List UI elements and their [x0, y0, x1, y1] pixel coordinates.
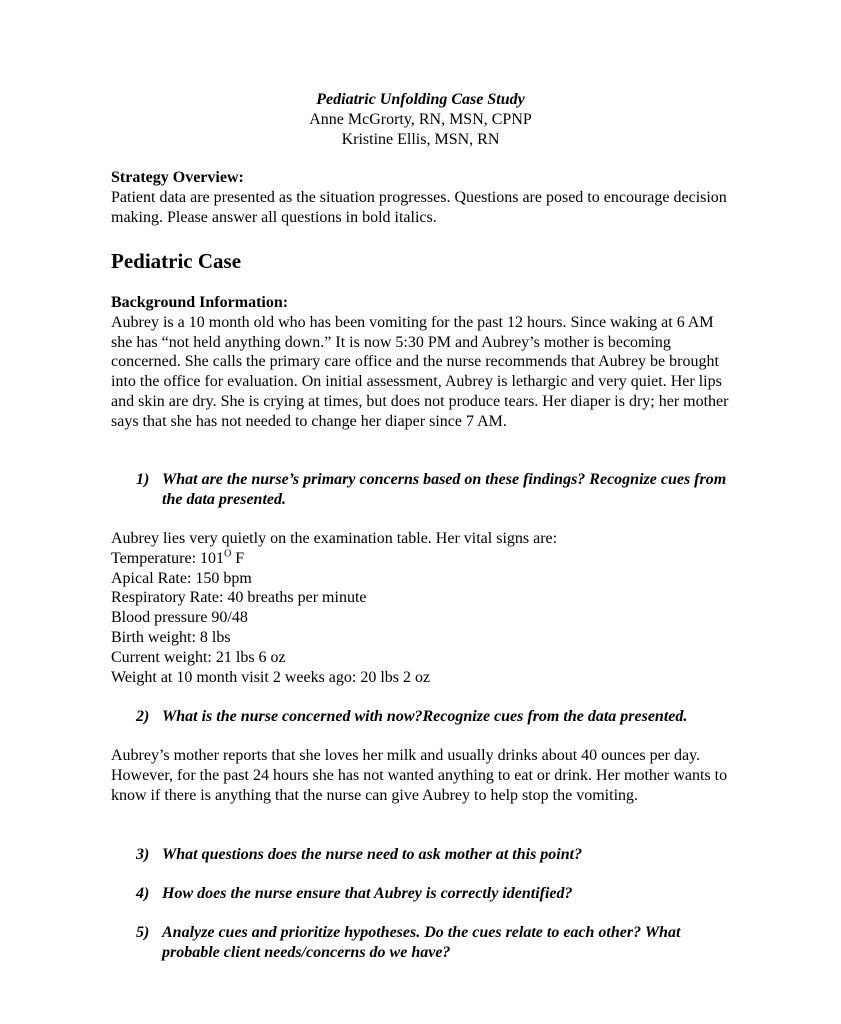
question-1	[136, 470, 736, 510]
question-5-text: Analyze cues and prioritize hypotheses. Do the cues relate to each other? What probable client needs/concerns do we have?	[162, 924, 681, 961]
vital-respiratory-rate: Respiratory Rate: 40 breaths per minute	[111, 589, 367, 607]
vital-blood-pressure: Blood pressure 90/48	[111, 609, 248, 627]
author-line-1: Anne McGrorty, RN, MSN, CPNP	[309, 110, 532, 128]
question-4-text: How does the nurse ensure that Aubrey is correctly identified?	[162, 885, 573, 902]
vital-birth-weight: Birth weight: 8 lbs	[111, 628, 231, 646]
vital-temperature	[111, 549, 731, 569]
question-1-text: What are the nurse’s primary concerns based on these findings? Recognize cues from the data presented.	[162, 471, 727, 508]
strategy-text: Patient data are presented as the situation progresses. Questions are posed to encourage decision making. Please answer all questions in bold italics.	[111, 188, 727, 226]
temperature-value: Temperature: 101	[111, 549, 225, 567]
feeding-text: Aubrey’s mother reports that she loves her milk and usually drinks about 40 ounces per day. However, for the past 24 hours she has not wanted anything to eat or drink. Her mother wants to know if there is anything that the nurse can give Aubrey to help stop the vomiting.	[111, 747, 728, 804]
question-5	[136, 923, 736, 963]
question-3	[136, 845, 736, 865]
strategy-section	[111, 168, 731, 227]
question-2-number: 2)	[136, 708, 150, 725]
question-4-number: 4)	[136, 885, 150, 902]
question-4	[136, 884, 736, 904]
author-line-2: Kristine Ellis, MSN, RN	[341, 130, 500, 148]
vitals-section	[111, 529, 731, 687]
question-2-text: What is the nurse concerned with now?Recognize cues from the data presented.	[162, 708, 688, 725]
question-3-number: 3)	[136, 846, 150, 863]
background-heading: Background Information:	[111, 294, 289, 311]
document-header	[0, 90, 841, 149]
background-section	[111, 293, 731, 432]
vitals-intro: Aubrey lies very quietly on the examination table. Her vital signs are:	[111, 530, 558, 547]
question-1-number: 1)	[136, 471, 150, 488]
degree-symbol: O	[224, 548, 232, 560]
question-5-number: 5)	[136, 924, 150, 941]
temperature-unit: F	[231, 549, 245, 567]
question-3-text: What questions does the nurse need to ask mother at this point?	[162, 846, 583, 863]
strategy-heading: Strategy Overview:	[111, 169, 244, 186]
vital-prior-weight: Weight at 10 month visit 2 weeks ago: 20 lbs 2 oz	[111, 668, 431, 686]
document-title: Pediatric Unfolding Case Study	[316, 91, 525, 108]
question-2	[136, 707, 736, 727]
vital-apical-rate: Apical Rate: 150 bpm	[111, 569, 252, 587]
case-title: Pediatric Case	[111, 249, 242, 273]
case-title-section	[111, 249, 731, 273]
vital-current-weight: Current weight: 21 lbs 6 oz	[111, 648, 286, 666]
feeding-section	[111, 746, 731, 805]
background-text: Aubrey is a 10 month old who has been vomiting for the past 12 hours. Since waking at 6 AM she has “not held anything down.” It is now 5:30 PM and Aubrey’s mother is becoming concerned. She calls the primary care office and the nurse recommends that Aubrey be brought into the office for evaluation. On initial assessment, Aubrey is lethargic and very quiet. Her lips and skin are dry. She is crying at times, but does not produce tears. Her diaper is dry; her mother says that she has not needed to change her diaper since 7 AM.	[111, 313, 729, 430]
